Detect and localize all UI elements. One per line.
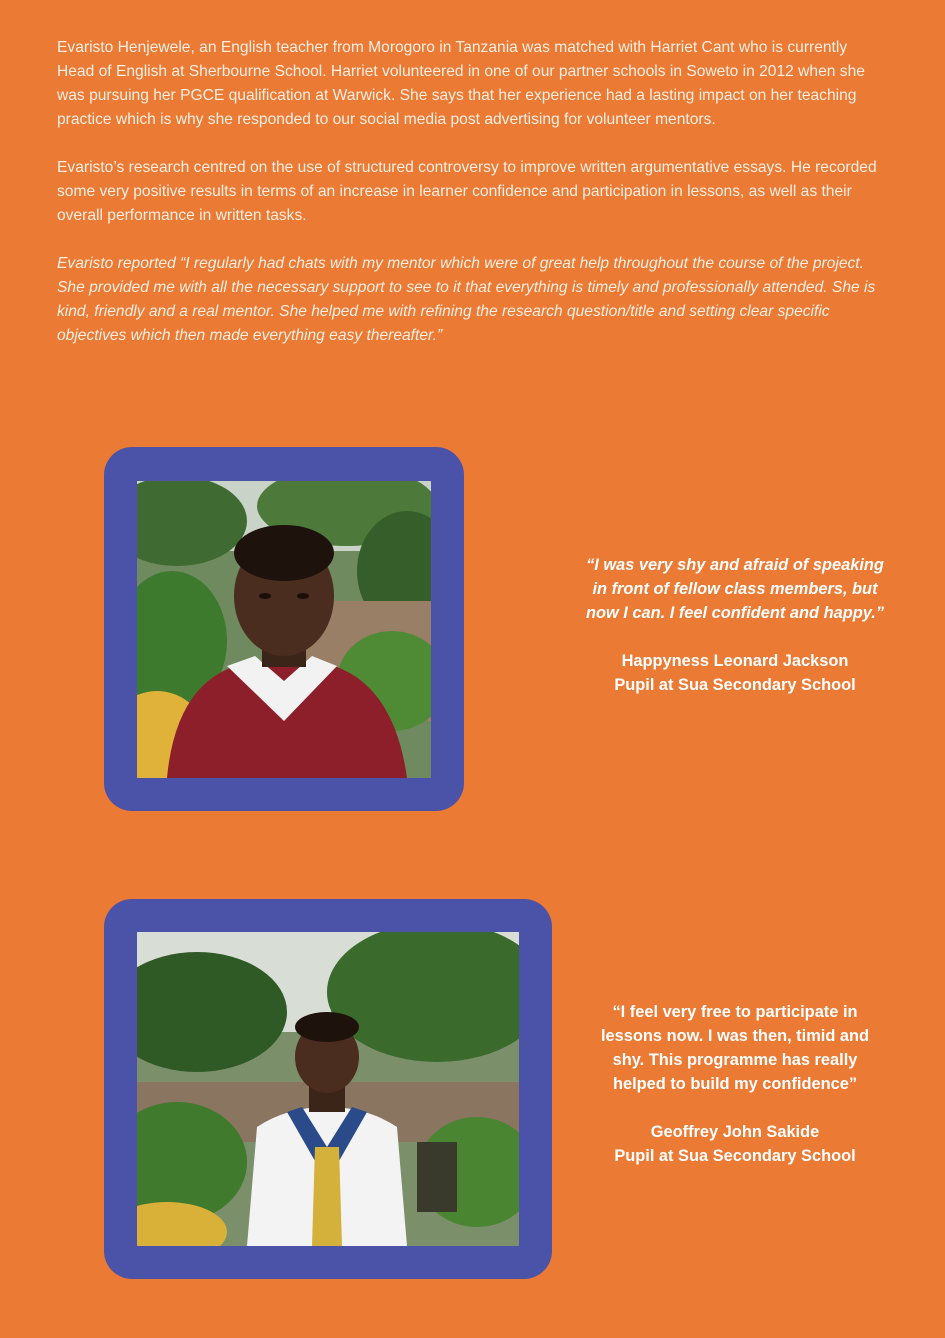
pupil-photo-girl xyxy=(137,481,431,778)
photo-frame-2 xyxy=(104,899,552,1279)
photo-frame-1 xyxy=(104,447,464,811)
testimonial-quote: “I feel very free to participate in lessons now. I was then, timid and shy. This programme has really helped to build my confidence” xyxy=(600,1003,870,1093)
intro-paragraph-1: Evaristo Henjewele, an English teacher from Morogoro in Tanzania was matched with Harriet Cant who is currently Head of English at Sherbourne School. Harriet volunteered in one of our partner schools in Soweto in 2012 when she was pursuing her PGCE qualification at Warwick. She says that her experience had a lasting impact on her teaching practice which is why she responded to our social media post advertising for volunteer mentors. xyxy=(57,39,865,128)
testimonial-role: Pupil at Sua Secondary School xyxy=(614,1147,856,1165)
testimonial-quote: “I was very shy and afraid of speaking in front of fellow class members, but now I can. I feel confident and happy.” xyxy=(585,556,885,622)
testimonial-name: Happyness Leonard Jackson xyxy=(621,652,849,670)
intro-paragraph-3: Evaristo reported “I regularly had chats with my mentor which were of great help throughout the course of the project. She provided me with all the necessary support to see to it that everything is timely and professionally attended. She is kind, friendly and a real mentor. She helped me with refining the research question/title and setting clear specific objectives which then made everything easy thereafter.” xyxy=(57,255,876,344)
testimonial-1 xyxy=(585,553,885,697)
intro-paragraph-2: Evaristo’s research centred on the use of structured controversy to improve written argumentative essays. He recorded some very positive results in terms of an increase in learner confidence and participation in lessons, as well as their overall performance in written tasks. xyxy=(57,159,877,224)
testimonial-2 xyxy=(585,1000,885,1168)
testimonial-name: Geoffrey John Sakide xyxy=(650,1123,820,1141)
intro-text xyxy=(57,36,887,372)
testimonial-role: Pupil at Sua Secondary School xyxy=(614,676,856,694)
pupil-photo-boy xyxy=(137,932,519,1246)
